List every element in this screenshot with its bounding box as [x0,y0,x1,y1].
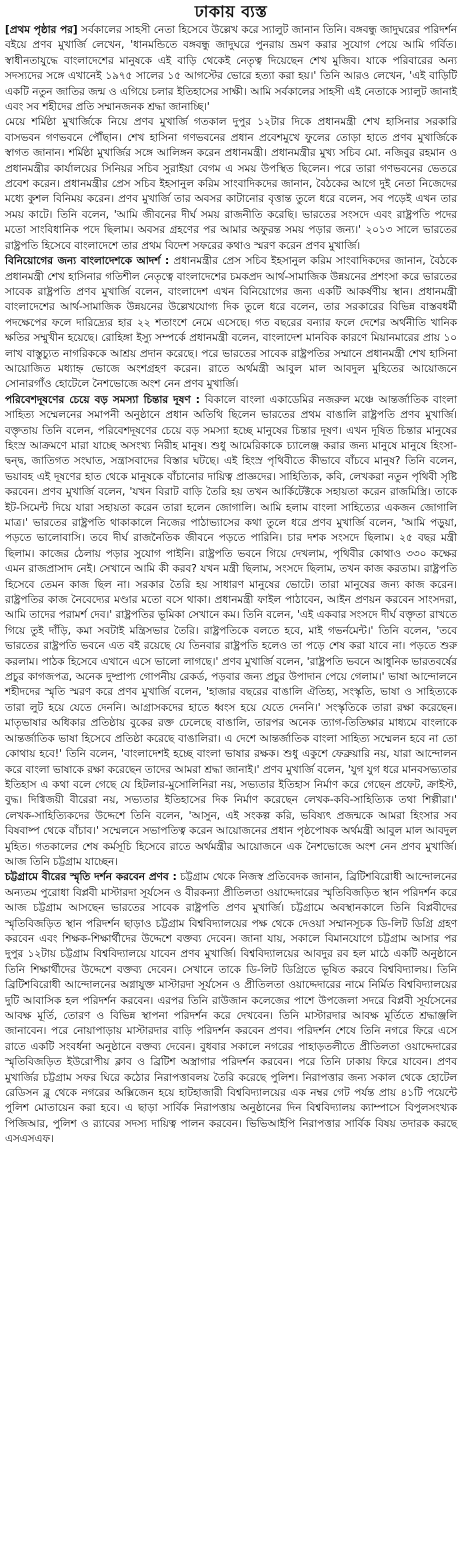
paragraph-lead: [প্রথম পৃষ্ঠার পর] [5,24,78,36]
paragraph-text: চট্টগ্রাম থেকে নিজস্ব প্রতিবেদক জানান, ব্রিটিশবিরোধী আন্দোলনের অন্যতম পুরোধা বিপ্লবী মাস্টারদা সূর্যসেন ও বীরকন্যা প্রীতিলতা ওয়াদ্দেদারের স্মৃতিবিজড়িত স্থান পরিদর্শন করে আজ চট্টগ্রাম আসছেন ভারতের সাবেক রাষ্ট্রপতি প্রণব মুখার্জি। চট্টগ্রামে অবস্থানকালে তিনি বিপ্লবীদের স্মৃতিবিজড়িত স্থান পরিদর্শন ছাড়াও চট্টগ্রাম বিশ্ববিদ্যালয়ের পক্ষ থেকে দেওয়া সম্মানসূচক ডি-লিট ডিগ্রি গ্রহণ করবেন এবং শিক্ষক-শিক্ষার্থীদের উদ্দেশে বক্তব্য দেবেন। জানা যায়, সকালে বিমানযোগে চট্টগ্রাম আসার পর দুপুর ১২টায় চট্টগ্রাম বিশ্ববিদ্যালয়ে যাবেন প্রণব মুখার্জি। বিশ্ববিদ্যালয়ের আবদুর রব হল মাঠে একটি অনুষ্ঠানে তিনি শিক্ষার্থীদের উদ্দেশে বক্তব্য দেবেন। সেখানে তাকে ডি-লিট ডিগ্রিতে ভূষিত করবে বিশ্ববিদ্যালয়। তিনি ব্রিটিশবিরোধী আন্দোলনের অগ্নাযুক্ত মাস্টারদা সূর্যসেন ও প্রীতিলতা ওয়াদ্দেদারের নামে নির্মিত বিশ্ববিদ্যালয়ের দুটি আবাসিক হল পরিদর্শন করবেন। এরপর তিনি রাউজান কলেজের পাশে উপজেলা সদরে বিপ্লবী সূর্যসেনের আবক্ষ মূর্তি, তোরণ ও বিভিন্ন স্থাপনা পরিদর্শন করে দেখবেন। তিনি মাস্টারদার আবক্ষ মূর্তিতে শ্রদ্ধাঞ্জলি জানাবেন। পরে নোয়াপাড়ায় মাস্টারদার বাড়ি পরিদর্শন করবেন প্রণব। পরিদর্শন শেষে তিনি নগরে ফিরে এসে রাতে একটি সংবর্ধনা অনুষ্ঠানে বক্তব্য দেবেন। বুধবার সকালে নগরের পাহাড়তলীতে প্রীতিলতা ওয়াদ্দেদারের স্মৃতিবিজড়িত ইউরোপীয় ক্লাব ও ব্রিটিশ অস্ত্রাগার পরিদর্শন করবেন। পরে তিনি ঢাকায় ফিরে যাবেন। প্রণব মুখার্জির চট্টগ্রাম সফর ঘিরে কঠোর নিরাপত্তাবলয় তৈরি করেছে পুলিশ। নিরাপত্তার জন্য সকাল থেকে হোটেল রেডিসন ব্লু থেকে নগরের অক্সিজেন হয়ে হাটহাজারী বিশ্ববিদ্যালয়ের এক নম্বর গেট পর্যন্ত প্রায় ৪১টি পয়েন্টে পুলিশ মোতায়েন করা হবে। এ ছাড়া সার্বিক নিরাপত্তায় অনুষ্ঠানের দিন বিশ্ববিদ্যালয় ক্যাম্পাসে বিপুলসংখ্যক পিজিআর, পুলিশ ও র‍্যাবের সদস্য দায়িত্ব পালন করবেন। ভিভিআইপি নিরাপত্তার সার্বিক বিষয় তদারক করছে এসএসএফ। [5,871,457,1146]
paragraph-text: প্রধানমন্ত্রীর প্রেস সচিব ইহসানুল করিম সাংবাদিকদের জানান, বৈঠকে প্রধানমন্ত্রী শেখ হাসিনার গতিশীল নেতৃত্বে বাংলাদেশের চমকপ্রদ আর্থ-সামাজিক উন্নয়নের প্রশংসা করে ভারতের সাবেক রাষ্ট্রপতি প্রণব মুখার্জি বলেন, বাংলাদেশ এখন বিনিয়োগের জন্য একটি আকর্ষণীয় স্থান। প্রধানমন্ত্রী বাংলাদেশের আর্থ-সামাজিক উন্নয়নের উল্লেখযোগ্য দিক তুলে ধরে বলেন, তার সরকারের বিভিন্ন বাস্তবধর্মী পদক্ষেপের ফলে দারিদ্র্যের হার ২২ শতাংশে নেমে এসেছে। গত বছরের বন্যার ফলে দেশের অর্থনীতি খানিক ক্ষতির সম্মুখীন হয়েছে। রোহিঙ্গা ইস্যু সম্পর্কে প্রধানমন্ত্রী বলেন, বাংলাদেশ মানবিক কারণে মিয়ানমারের প্রায় ১০ লাখ বাস্তুচ্যুত নাগরিককে আশ্রয় প্রদান করেছে। পরে ভারতের সাবেক রাষ্ট্রপতির সম্মানে প্রধানমন্ত্রী শেখ হাসিনা আয়োজিত মধ্যাহ্ন ভোজে অংশগ্রহণ করেন। রাতে অর্থমন্ত্রী আবুল মাল আবদুল মুহিতের আয়োজনে সোনারগাঁও হোটেলে নৈশভোজে অংশ নেন প্রণব মুখার্জি। [5,255,458,391]
article-paragraph-4 [5,393,457,871]
article-paragraph-2 [5,115,457,254]
paragraph-text: সর্বকালের সাহসী নেতা হিসেবে উল্লেখ করে স্যালুট জানান তিনি। বঙ্গবন্ধু জাদুঘরের পরিদর্শন বইয়ে প্রণব মুখার্জি লেখেন, 'ধানমন্ডিতে বঙ্গবন্ধু জাদুঘরে পুনরায় ভ্রমণ করার সুযোগ পেয়ে আমি গর্বিত। স্বাধীনতাযুদ্ধে বাংলাদেশের মানুষকে এই বাড়ি থেকেই নেতৃত্ব দিয়েছেন শেখ মুজিব। যাকে পরিবারের অন্য সদস্যদের সঙ্গে এখানেই ১৯৭৫ সালের ১৫ আগস্টের ভোরে হত্যা করা হয়।' তিনি আরও লেখেন, 'এই বাড়িটি একটি নতুন জাতির জন্ম ও এগিয়ে চলার ইতিহাসের সাক্ষী। আমি সর্বকালের সাহসী এই নেতাকে স্যালুট জানাই এবং সব শহীদের প্রতি সম্মানজনক শ্রদ্ধা জানাচ্ছি।' [5,24,457,114]
article-headline: ঢাকায় ব্যস্ত [194,2,268,21]
paragraph-text: বিকালে বাংলা একাডেমির নজরুল মঞ্চে আন্তর্জাতিক বাংলা সাহিত্য সম্মেলনের সমাপনী অনুষ্ঠানে প্রধান অতিথি ছিলেন ভারতের প্রথম বাঙালি রাষ্ট্রপতি প্রণব মুখার্জি। বক্তৃতায় তিনি বলেন, পরিবেশদূষণের চেয়ে বড় সমস্যা হচ্ছে মানুষের চিন্তার দূষণ। এখন দূষিত চিন্তার মানুষের হিংস্র আক্রমণে মারা যাচ্ছে অসংখ্য নিরীহ মানুষ। শুধু আমেরিকাকে চ্যালেঞ্জ করার জন্য মানুষে মানুষে হিংসা-দ্বন্দ্ব, জাতিগত সংঘাত, সন্ত্রাসবাদের বিস্তার ঘটছে। এই হিংস্র পৃথিবীতে কীভাবে বাঁচবে মানুষ? তিনি বলেন, ভয়াবহ এই দূষণের হাত থেকে মানুষকে বাঁচানোর দায়িত্ব প্রাজ্ঞদের। সাহিত্যিক, কবি, লেখকরা নতুন পৃথিবী সৃষ্টি করবেন। প্রণব মুখার্জি বলেন, 'যখন বিরাট বাড়ি তৈরি হয় তখন আর্কিটেক্টকে সহায়তা করেন রাজমিস্ত্রি। তাকে ইট-সিমেন্ট দিয়ে যারা সহায়তা করেন তারা হলেন জোগালি। আমি হলাম বাংলা সাহিত্যের একজন জোগালি মাত্র।' ভারতের রাষ্ট্রপতি থাকাকালে নিজের পাঠাভ্যাসের কথা তুলে ধরে প্রণব মুখার্জি বলেন, 'আমি পড়ুয়া, পড়তে ভালোবাসি। তবে দীর্ঘ রাজনৈতিক জীবনে পড়তে পারিনি। চার দশক সংসদে ছিলাম। ২৫ বছর মন্ত্রী ছিলাম। কাজের ঠেলায় পড়ার সুযোগ পাইনি। রাষ্ট্রপতি ভবনে গিয়ে দেখলাম, পৃথিবীর কোথাও ৩৩০ কক্ষের এমন রাজপ্রাসাদ নেই। সেখানে আমি কী করব? যখন মন্ত্রী ছিলাম, সংসদে ছিলাম, তখন কাজ করতাম। রাষ্ট্রপতি হিসেবে তেমন কাজ ছিল না। সরকার তৈরি হয় সাধারণ মানুষের ভোটে। তারা মানুষের জন্য কাজ করেন। রাষ্ট্রপতির কাজ নৈবেদ্যের মণ্ডার মতো বসে থাকা। প্রধানমন্ত্রী ফাইল পাঠাবেন, আইন প্রণয়ন করবেন সাংসদরা, আমি তাদের পরামর্শ দেব।' রাষ্ট্রপতির ভূমিকা সেখানে কম। তিনি বলেন, 'এই একবার সংসদে দীর্ঘ বক্তৃতা রাখতে গিয়ে তুই দাঁড়ি, কমা সবটাই মন্ত্রিসভার তৈরি। রাষ্ট্রপতিকে বলতে হবে, মাই গভর্নমেন্ট।' তিনি বলেন, 'তবে ভারতের রাষ্ট্রপতি ভবনে এত বই রয়েছে যে তিনবার রাষ্ট্রপতি হলেও তা পড়ে শেষ করা যাবে না। পড়তে শুরু করলাম। পাঠক হিসেবে এখানে এসে ভালো লাগছে।' প্রণব মুখার্জি বলেন, 'রাষ্ট্রপতি ভবনে আধুনিক ভারতবর্ষের প্রচুর কাগজপত্র, অনেক দুষ্প্রাপ্য গোপনীয় রেকর্ড, পড়বার জন্য প্রচুর উপাদান পেয়ে গেলাম।' ভাষা আন্দোলনে শহীদদের স্মৃতি স্মরণ করে প্রণব মুখার্জি বলেন, 'হাজার বছরের বাঙালি ঐতিহ্য, সংস্কৃতি, ভাষা ও সাহিত্যকে তারা লুট হয়ে যেতে দেননি। আগ্রাসকদের হাতে ধ্বংস হয়ে যেতে দেননি।' সংস্কৃতিকে তারা রক্ষা করেছেন। মাতৃভাষার অধিকার প্রতিষ্ঠায় বুকের রক্ত ঢেলেছে বাঙালি, তারপর অনেক ত্যাগ-তিতিক্ষার মাধ্যমে বাংলাকে আন্তর্জাতিক ভাষা হিসেবে প্রতিষ্ঠা করেছে বাঙালিরা। এ দেশে আন্তর্জাতিক বাংলা সাহিত্য সম্মেলন হবে না তো কোথায় হবে!' তিনি বলেন, 'বাংলাদেশই হচ্ছে বাংলা ভাষার রক্ষক। শুধু একুশে ফেব্রুয়ারি নয়, যারা আন্দোলন করে বাংলা ভাষাকে রক্ষা করেছেন তাদের আমরা শ্রদ্ধা জানাই।' প্রণব মুখার্জি বলেন, 'যুগ যুগ ধরে মানবসভ্যতার ইতিহাস এ কথা বলে গেছে যে হিটলার-মুসোলিনিরা নয়, সভ্যতার ইতিহাস নির্মাণ করে গেছেন প্রফেট, ক্রাইস্ট, বুদ্ধ। দিগ্বিজয়ী বীরেরা নয়, সভ্যতার ইতিহাসের দিক নির্মাণ করেছেন লেখক-কবি-সাহিত্যিক তথা শিল্পীরা।' লেখক-সাহিত্যিকদের উদ্দেশে তিনি বলেন, 'আসুন, এই সংকল্প করি, ভবিষ্যৎ প্রজন্মকে আমরা হিংসার সব বিষবাষ্প থেকে বাঁচাব।' সম্মেলনে সভাপতিত্ব করেন আয়োজনের প্রধান পৃষ্ঠপোষক অর্থমন্ত্রী আবুল মাল আবদুল মুহিত। গতকালের শেষ কর্মসূচি হিসেবে রাতে অর্থমন্ত্রীর আয়োজনে এক নৈশভোজে অংশ নেন প্রণব মুখার্জি। আজ তিনি চট্টগ্রাম যাচ্ছেন। [5,393,457,868]
subheading-thought-pollution: পরিবেশদূষণের চেয়ে বড় সমস্যা চিন্তার দূষণ : [5,393,200,406]
article-paragraph-3 [5,254,457,393]
subheading-chittagong: চট্টগ্রামে বীরের স্মৃতি দর্শন করবেন প্রণব : [5,871,177,884]
subheading-investment: বিনিয়োগের জন্য বাংলাদেশকে আদর্শ : [5,255,170,268]
paragraph-text: মেয়ে শর্মিষ্ঠা মুখার্জিকে নিয়ে প্রণব মুখার্জি গতকাল দুপুর ১২টার দিকে প্রধানমন্ত্রী শেখ হাসিনার সরকারি বাসভবন গণভবনে পৌঁছান। শেখ হাসিনা গণভবনের প্রধান প্রবেশমুখে ফুলের তোড়া হাতে প্রণব মুখার্জিকে স্বাগত জানান। শর্মিষ্ঠা মুখার্জির সঙ্গে আলিঙ্গন করেন প্রধানমন্ত্রী। প্রধানমন্ত্রীর মুখ্য সচিব মো. নজিবুর রহমান ও প্রধানমন্ত্রীর কার্যালয়ের সিনিয়র সচিব সুরাইয়া বেগম এ সময় উপস্থিত ছিলেন। পরে তারা গণভবনের ভেতরে প্রবেশ করেন। প্রধানমন্ত্রীর প্রেস সচিব ইহসানুল করিম সাংবাদিকদের জানান, বৈঠকের আগে দুই নেতা নিজেদের মধ্যে কুশল বিনিময় করেন। প্রণব মুখার্জি তার অবসর কাটানোর বৃত্তান্ত তুলে ধরে বলেন, সব পড়েই এখন তার সময় কাটে। তিনি বলেন, 'আমি জীবনের দীর্ঘ সময় রাজনীতি করেছি। ভারতের সংসদে এবং রাষ্ট্রপতি পদের মতো সাংবিধানিক পদে ছিলাম। অবসর গ্রহণের পর আমার অফুরন্ত সময় পড়ার জন্য।' ২০১৩ সালে ভারতের রাষ্ট্রপতি হিসেবে বাংলাদেশে তার প্রথম বিদেশ সফরের কথাও স্মরণ করেন প্রণব মুখার্জি। [5,116,457,252]
article-paragraph-5 [5,870,457,1147]
article-paragraph-1 [5,23,457,115]
